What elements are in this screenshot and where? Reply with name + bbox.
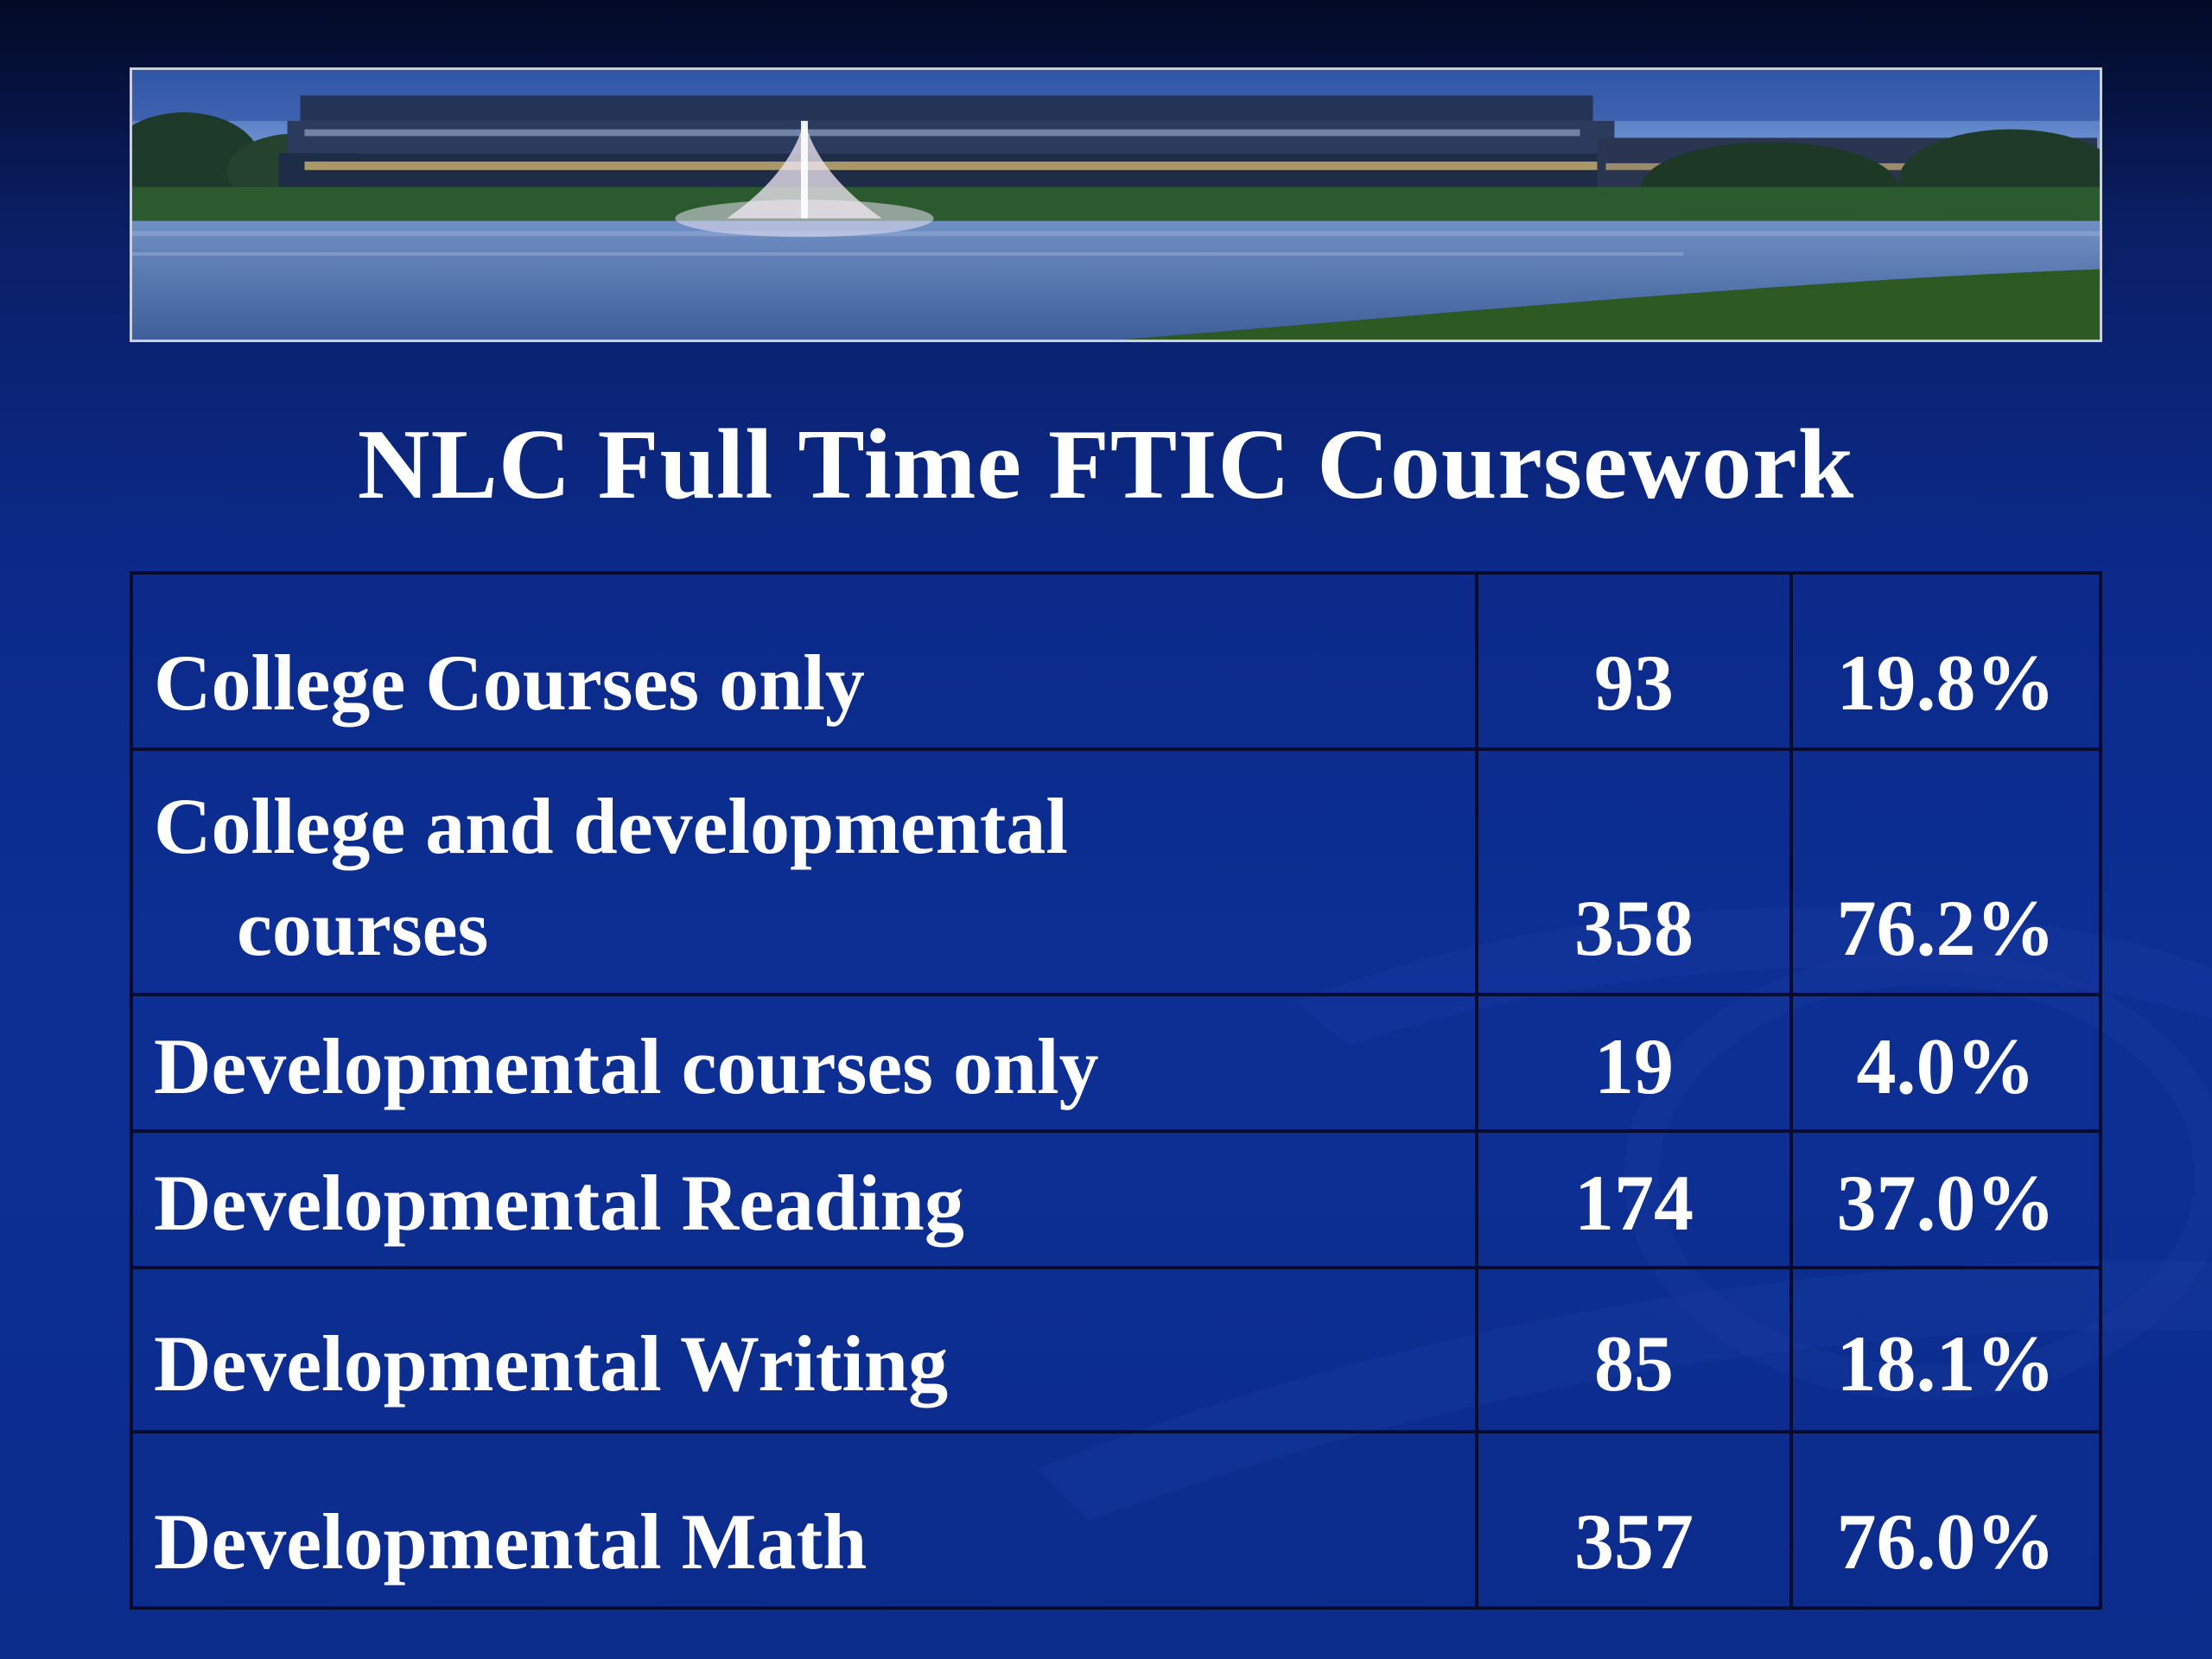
campus-photo-illustration xyxy=(132,70,2100,340)
row-label: Developmental Writing xyxy=(131,1268,1477,1432)
row-count: 174 xyxy=(1477,1131,1791,1268)
row-count: 93 xyxy=(1477,573,1791,749)
row-label: Developmental courses only xyxy=(131,995,1477,1131)
table-row xyxy=(131,1131,2101,1268)
row-count: 19 xyxy=(1477,995,1791,1131)
table-row xyxy=(131,749,2101,995)
table-row xyxy=(131,1268,2101,1432)
table-row xyxy=(131,573,2101,749)
row-percent: 18.1% xyxy=(1791,1268,2101,1432)
campus-banner-image xyxy=(130,67,2102,342)
row-percent: 19.8% xyxy=(1791,573,2101,749)
row-label-line2: courses xyxy=(237,884,489,972)
slide-title: NLC Full Time FTIC Coursework xyxy=(357,410,1855,520)
table-row xyxy=(131,995,2101,1131)
row-percent: 37.0% xyxy=(1791,1131,2101,1268)
row-label: College Courses only xyxy=(131,573,1477,749)
row-label: Developmental Math xyxy=(131,1432,1477,1608)
row-percent: 76.0% xyxy=(1791,1432,2101,1608)
row-count: 85 xyxy=(1477,1268,1791,1432)
row-label-line1: College and developmental xyxy=(154,782,1068,870)
row-percent: 4.0% xyxy=(1791,995,2101,1131)
row-count: 357 xyxy=(1477,1432,1791,1608)
row-label xyxy=(131,749,1477,995)
row-label: Developmental Reading xyxy=(131,1131,1477,1268)
row-percent: 76.2% xyxy=(1791,749,2101,995)
table-row xyxy=(131,1432,2101,1608)
row-count: 358 xyxy=(1477,749,1791,995)
coursework-table xyxy=(130,571,2102,1610)
